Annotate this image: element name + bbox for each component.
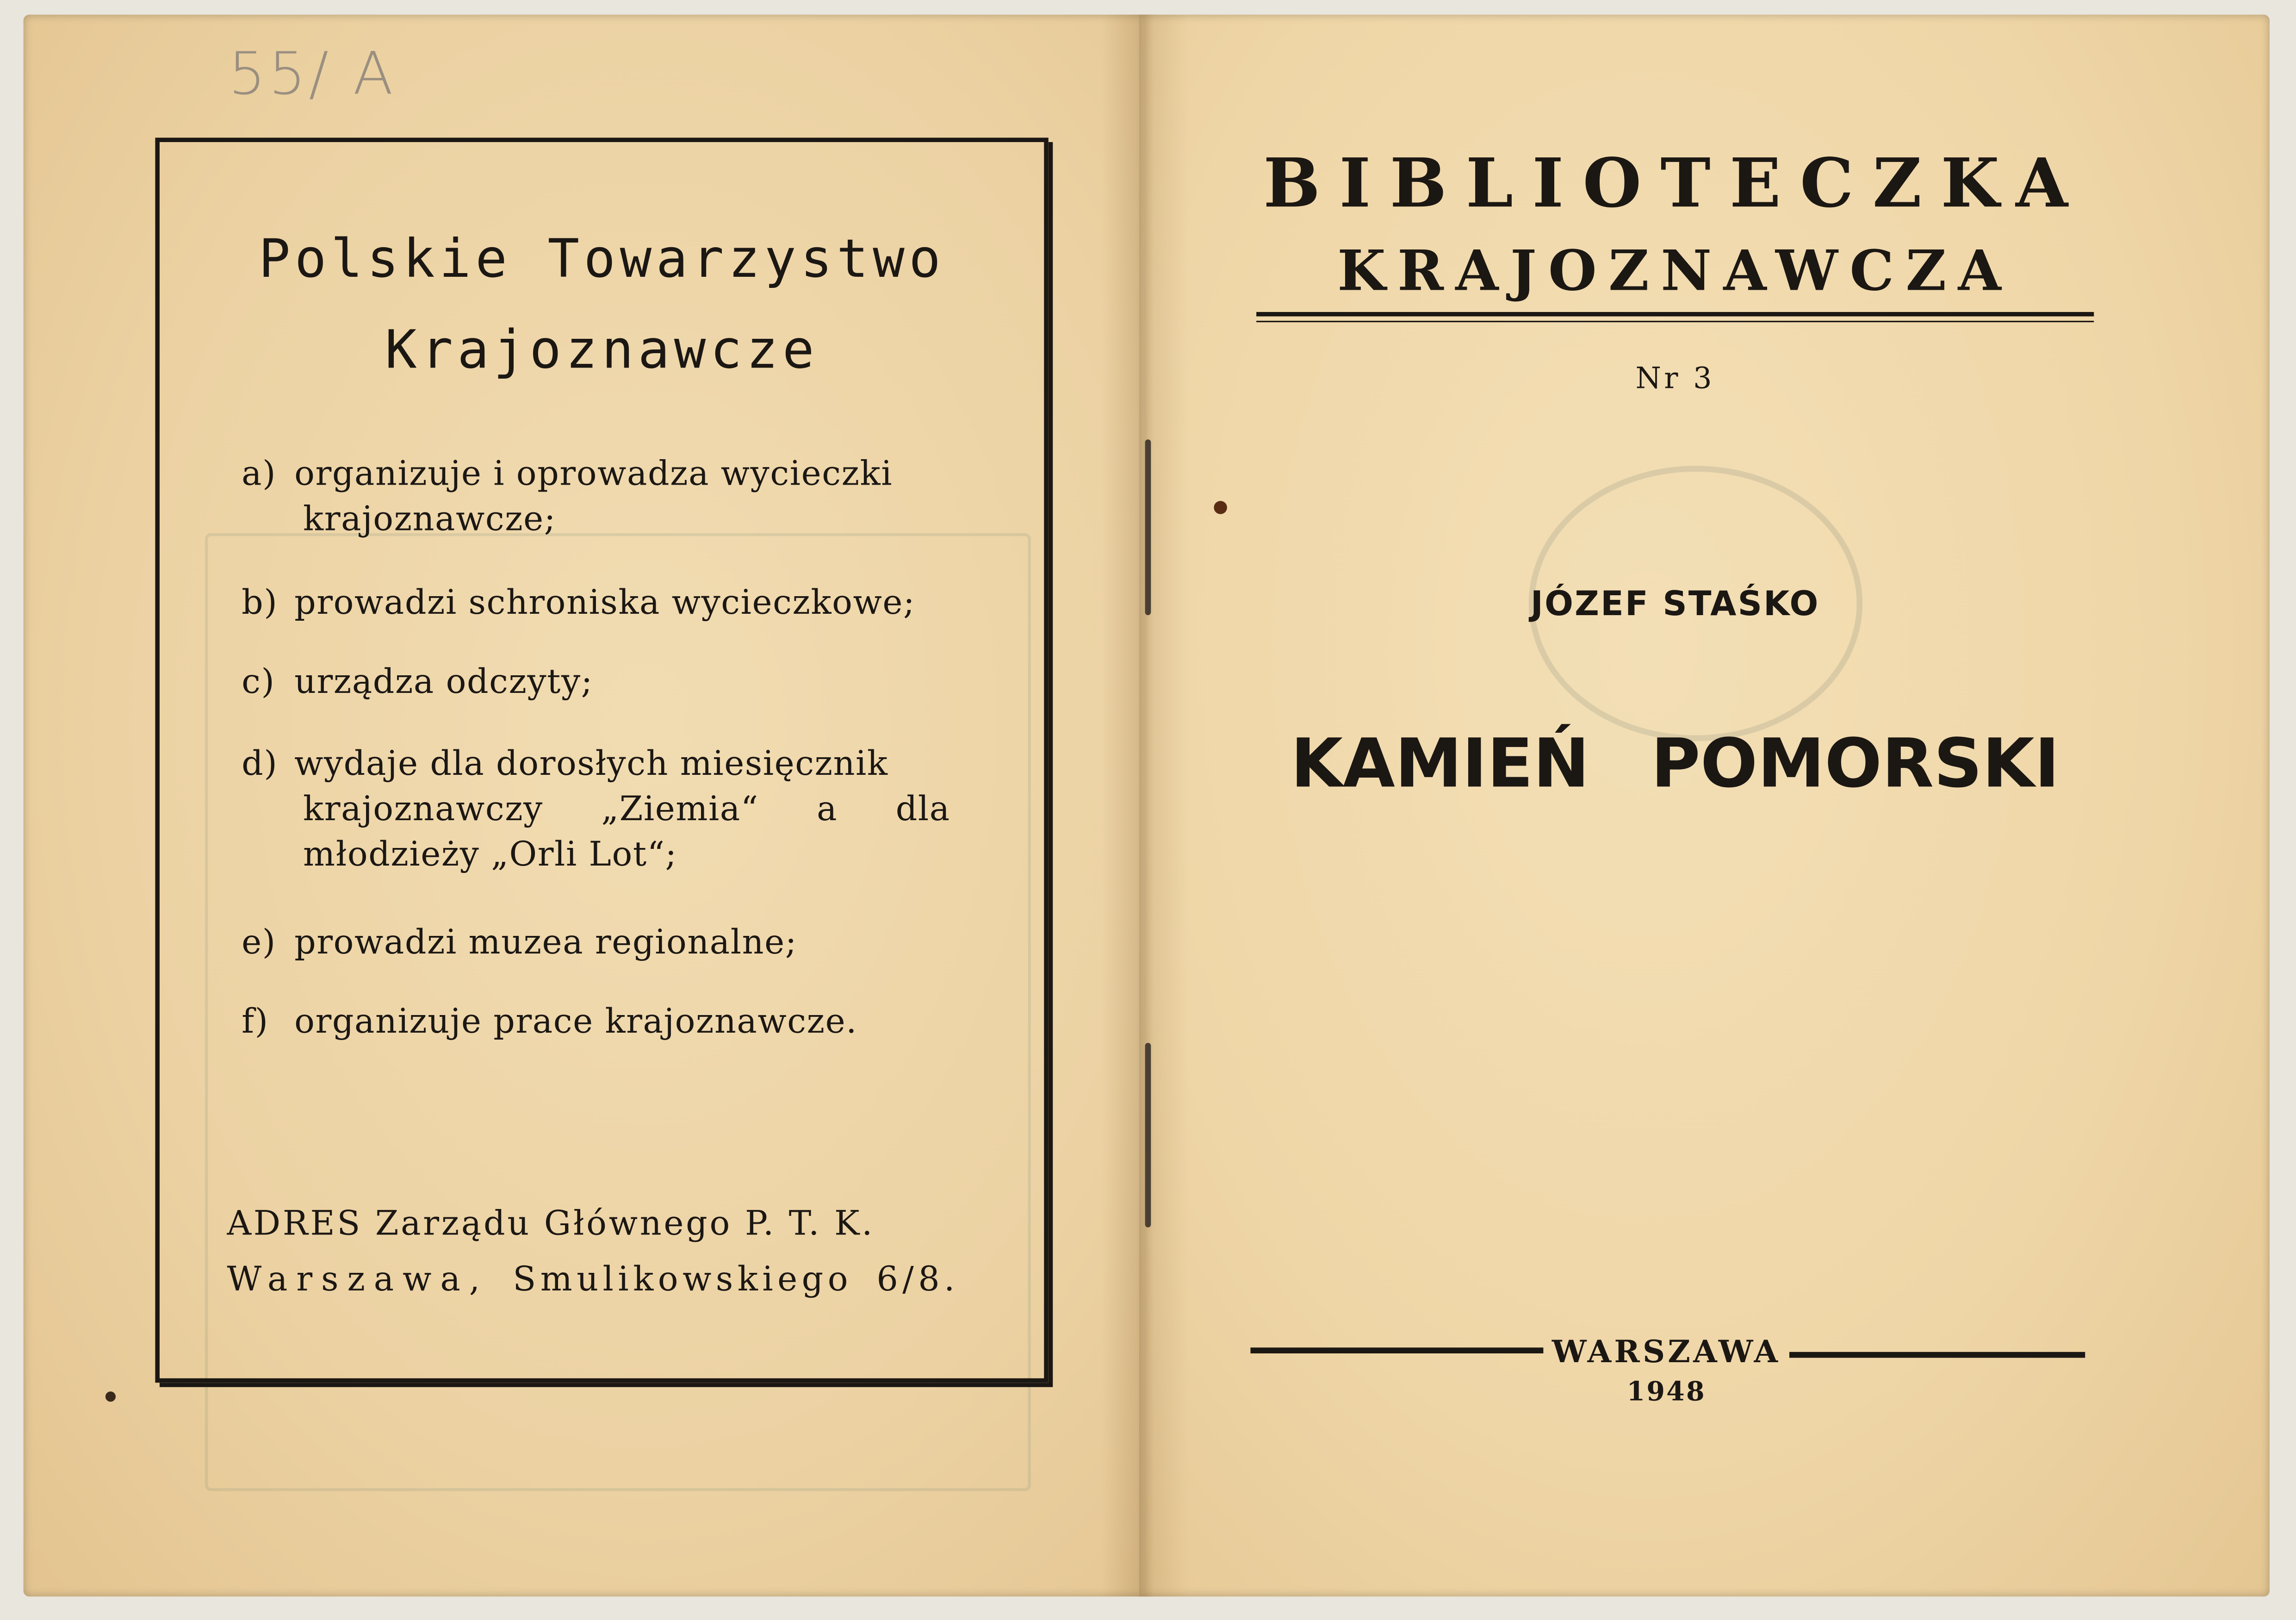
list-item-text: organizuje prace krajoznawcze.: [294, 1003, 857, 1041]
list-item-text: wydaje dla dorosłych miesięcznik: [294, 745, 888, 784]
header-rule-thin: [1256, 321, 2094, 322]
publication-city: WARSZAWA: [1551, 1333, 1781, 1370]
list-item: [242, 921, 950, 966]
footer-rule-right: [1789, 1352, 2085, 1358]
list-item-text-cont: krajoznawczy „Ziemia“ a dla: [303, 791, 950, 829]
list-item: [242, 742, 950, 879]
issue-number: Nr 3: [1635, 360, 1715, 396]
address-city: Warszawa,: [227, 1261, 489, 1299]
list-item: [242, 660, 950, 706]
pencil-note: [229, 41, 396, 109]
address-line1: [227, 1205, 959, 1243]
list-item: [242, 581, 950, 627]
list-item-label: c): [242, 663, 275, 702]
list-item-label: e): [242, 924, 276, 963]
staple-top: [1145, 439, 1151, 615]
list-item-text-cont: krajoznawcze;: [303, 501, 556, 539]
list-item-text: prowadzi muzea regionalne;: [294, 924, 797, 963]
header-rule: [1256, 312, 2094, 316]
publication-year: 1948: [1626, 1377, 1706, 1408]
list-item-text: urządza odczyty;: [294, 663, 593, 702]
address-number: 6/8.: [876, 1261, 959, 1299]
staple-bottom: [1145, 1043, 1151, 1227]
list-item-label: d): [242, 745, 278, 784]
footer-rule-left: [1250, 1347, 1543, 1353]
ink-spot: [1214, 501, 1227, 514]
author-name: JÓZEF STAŚKO: [1530, 586, 1820, 624]
address-org: ADRES Zarządu Głównego P. T. K.: [227, 1205, 875, 1244]
society-title-line2: Krajoznawcze: [385, 321, 819, 381]
list-item-label: f): [242, 1003, 269, 1041]
list-item-text-cont: młodzieży „Orli Lot“;: [303, 836, 677, 875]
address-line2: [227, 1261, 959, 1299]
list-item-label: b): [242, 584, 278, 623]
spine-fold: [1101, 15, 1189, 1597]
list-item-text: organizuje i oprowadza wycieczki: [294, 455, 893, 494]
list-item: [242, 1000, 950, 1046]
society-info-box: [155, 137, 1048, 1383]
list-item-label: a): [242, 455, 277, 494]
society-title-line1: Polskie Towarzystwo: [258, 230, 945, 290]
address-street: Smulikowskiego: [513, 1261, 853, 1299]
list-item-text: prowadzi schroniska wycieczkowe;: [294, 584, 916, 623]
pencil-note-text: 55/ A: [228, 41, 396, 109]
ink-spot: [105, 1391, 116, 1402]
list-item: [242, 453, 950, 543]
book-title: KAMIEŃ POMORSKI: [1291, 723, 2060, 803]
series-title-line2: KRAJOZNAWCZA: [1337, 237, 2013, 304]
series-title-line1: BIBLIOTECZKA: [1263, 143, 2087, 223]
